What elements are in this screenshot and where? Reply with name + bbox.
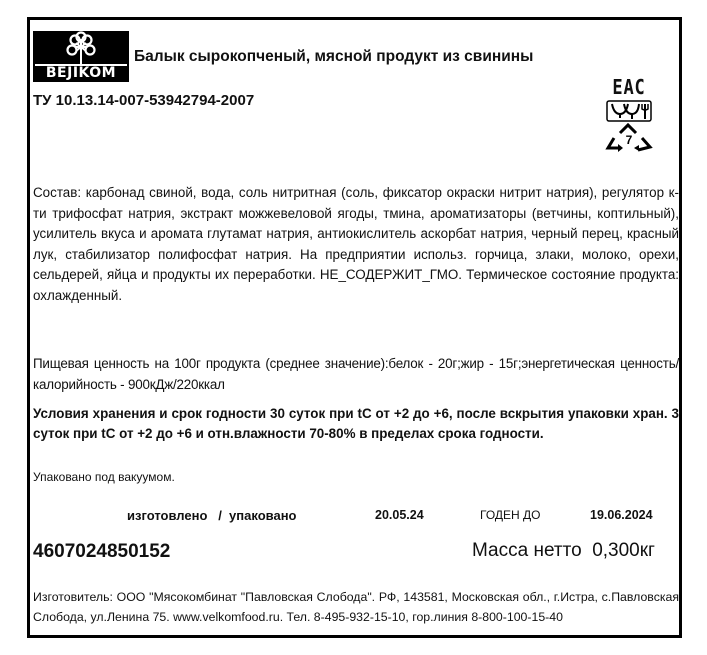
best-before-label: ГОДЕН ДО (480, 508, 541, 522)
technical-standard: ТУ 10.13.14-007-53942794-2007 (33, 92, 255, 109)
glass-fork-icon (606, 100, 652, 122)
storage-conditions: Условия хранения и срок годности 30 суток при tC от +2 до +6, после вскрытия упаковки хран. 3 суток при tC от +2 до +6 и отн.влажности 70-80% в пределах срока годности. (33, 406, 679, 441)
manufacturer-info: Изготовитель: ООО "Мясокомбинат "Павловская Слобода". РФ, 143581, Московская обл., г.Истра, с.Павловская Слобода, ул.Ленина 75. www.velkomfood.ru. Тел. 8-495-932-15-10, гор.линия 8-800-100-15-40 (33, 590, 679, 624)
tree-flower-icon (33, 31, 129, 65)
packaging-note: Упаковано под вакуумом. (33, 470, 175, 484)
svg-text:7: 7 (625, 133, 633, 147)
recycle-7-icon (604, 123, 654, 153)
logo-wordmark: BEJIKOM (45, 65, 117, 81)
product-title: Балык сырокопченый, мясной продукт из свинины (134, 48, 534, 65)
best-before-date: 19.06.2024 (590, 508, 653, 522)
composition-text: Состав: карбонад свиной, вода, соль нитритная (соль, фиксатор окраски нитрит натрия), регулятор к-ти трифосфат натрия, экстракт можжевеловой ягоды, тмина, ароматизаторы (ветчины, коптильный), усилитель вкуса и аромата глутамат натрия, антиокислитель аскорбат натрия, черный перец, красный лук, стабилизатор полифосфат натрия. На предприятии использ. горчица, злаки, молоко, орехи, сельдерей, яйца и продукты их переработки. НЕ_СОДЕРЖИТ_ГМО. Термическое состояние продукта: охлажденный. (33, 185, 679, 303)
production-date: 20.05.24 (375, 508, 424, 522)
product-label (27, 17, 682, 638)
barcode-number: 4607024850152 (33, 541, 171, 562)
eac-mark: EAC (612, 75, 646, 99)
certification-marks (603, 76, 655, 153)
brand-logo (33, 31, 129, 82)
net-weight: Масса нетто 0,300кг (472, 540, 655, 561)
made-packed-label: изготовлено / упаковано (127, 508, 297, 523)
nutrition-facts: Пищевая ценность на 100г продукта (среднее значение):белок - 20г;жир - 15г;энергетическая ценность/калорийность - 900кДж/220ккал (33, 356, 679, 392)
